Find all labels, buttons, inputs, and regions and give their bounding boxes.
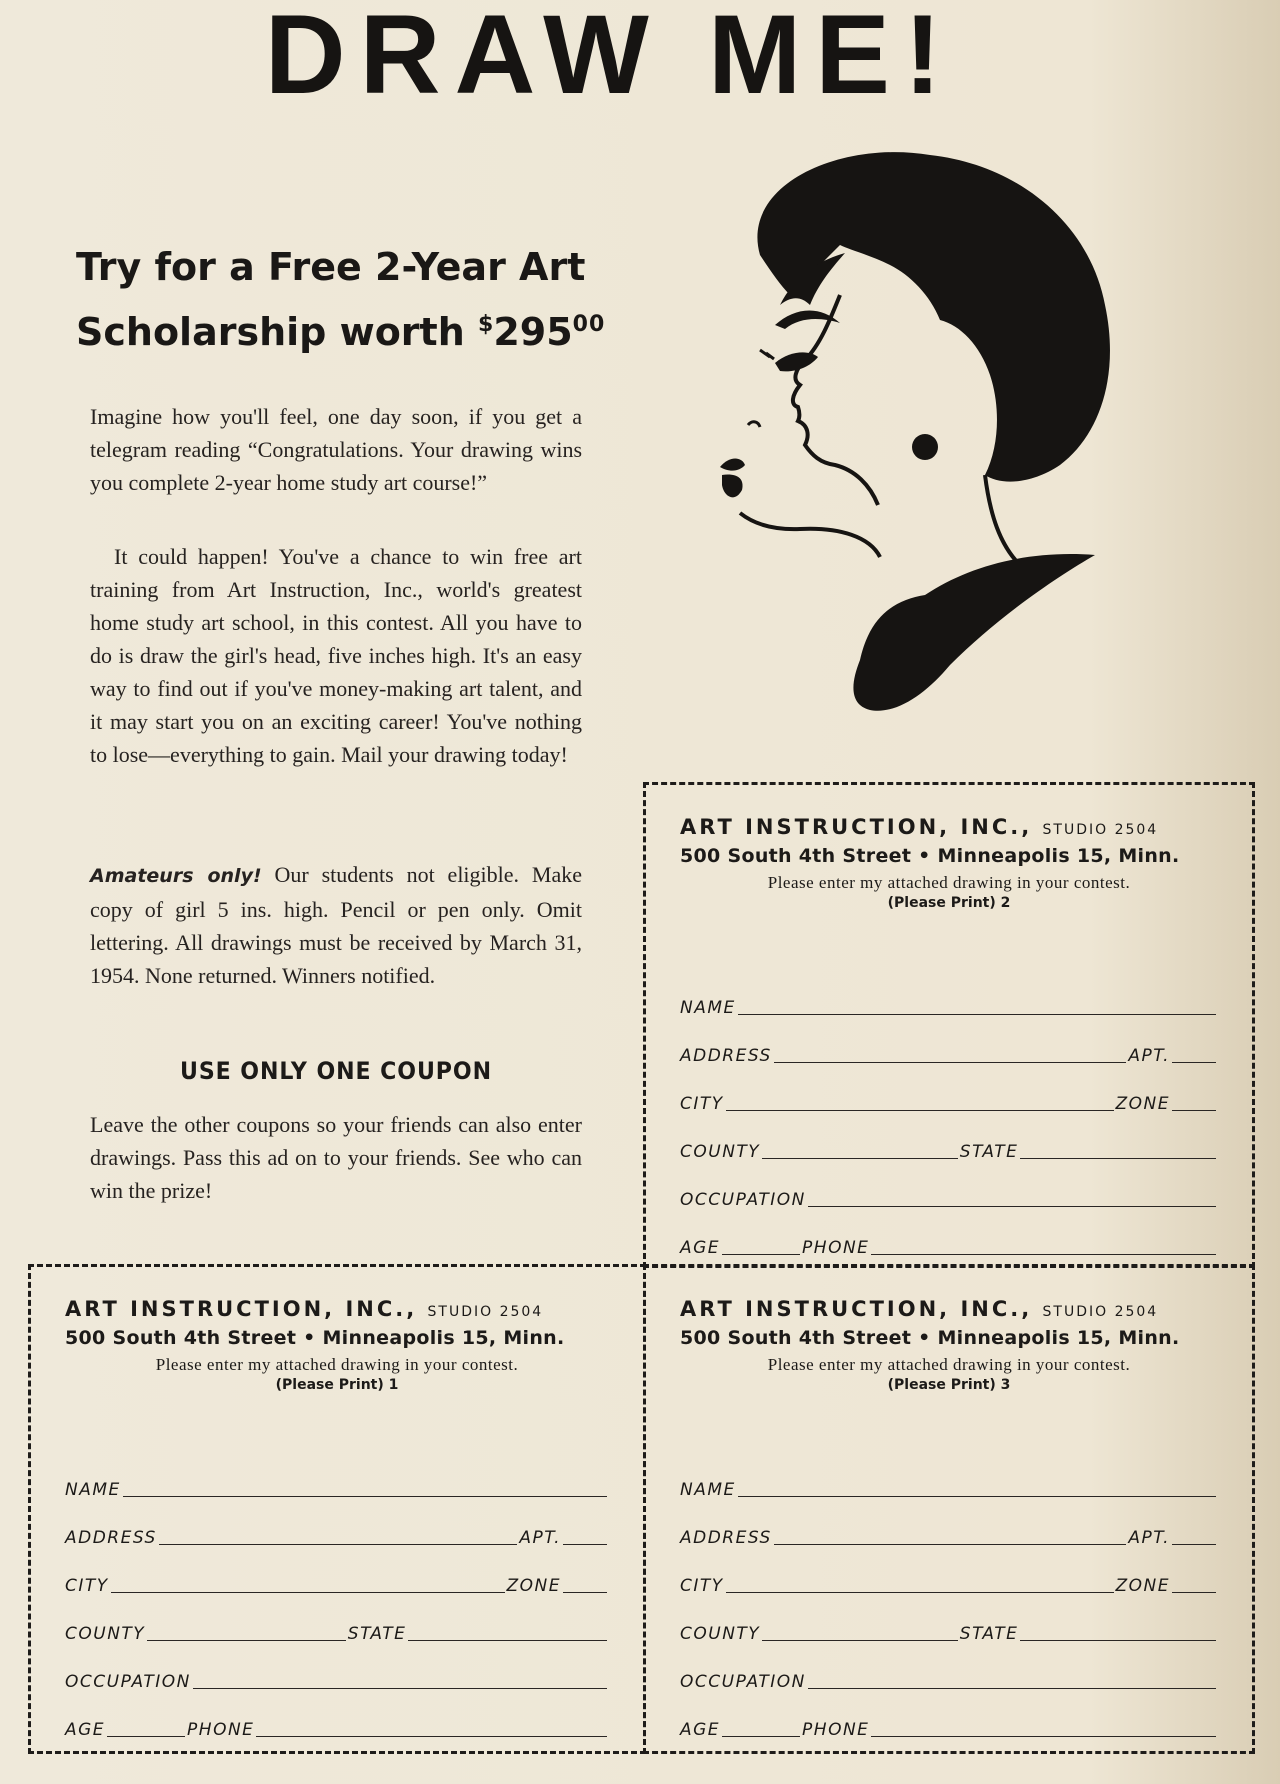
county-label: COUNTY: [680, 1624, 761, 1644]
coupon-form: [680, 1452, 1218, 1740]
rules-paragraph: [90, 858, 582, 992]
state-field[interactable]: [1020, 1158, 1216, 1159]
studio-number: STUDIO 2504: [1042, 822, 1159, 838]
county-field[interactable]: [762, 1158, 958, 1159]
apt-field[interactable]: [1172, 1544, 1216, 1545]
please-print-label: (Please Print) 1: [275, 1377, 399, 1393]
county-field[interactable]: [762, 1640, 958, 1641]
coupon-title: [680, 815, 1218, 839]
address-label: ADDRESS: [680, 1046, 772, 1066]
address-field[interactable]: [774, 1544, 1127, 1545]
city-label: CITY: [680, 1576, 724, 1596]
occupation-label: OCCUPATION: [680, 1190, 806, 1210]
studio-number: STUDIO 2504: [427, 1304, 544, 1320]
scholarship-offer: [76, 238, 636, 361]
zone-field[interactable]: [1172, 1592, 1216, 1593]
address-field[interactable]: [159, 1544, 518, 1545]
coupon-form: [680, 970, 1218, 1258]
apt-label: APT.: [519, 1528, 561, 1548]
coupon-title: [680, 1297, 1218, 1321]
name-label: NAME: [65, 1480, 121, 1500]
offer-amount: 295: [493, 310, 573, 354]
occupation-field[interactable]: [193, 1688, 607, 1689]
age-field[interactable]: [722, 1254, 800, 1255]
zone-label: ZONE: [506, 1576, 561, 1596]
coupon-form: [65, 1452, 609, 1740]
coupon-address: 500 South 4th Street • Minneapolis 15, Minn.: [680, 845, 1180, 867]
address-label: ADDRESS: [65, 1528, 157, 1548]
studio-number: STUDIO 2504: [1042, 1304, 1159, 1320]
intro-paragraph: Imagine how you'll feel, one day soon, if you get a telegram reading “Congratulations. Your drawing wins you complete 2-year home study art course!”: [90, 404, 582, 495]
amateurs-only-lead: Amateurs only!: [90, 865, 262, 887]
occupation-field[interactable]: [808, 1688, 1216, 1689]
state-label: STATE: [959, 1624, 1019, 1644]
offer-line-1: Try for a Free 2-Year Art: [76, 245, 586, 289]
phone-field[interactable]: [871, 1254, 1216, 1255]
coupon-notice-heading: USE ONLY ONE COUPON: [180, 1057, 492, 1085]
coupon-instruction: Please enter my attached drawing in your contest.: [767, 873, 1131, 892]
age-label: AGE: [680, 1238, 721, 1258]
offer-line-2-prefix: Scholarship worth: [76, 310, 478, 354]
occupation-field[interactable]: [808, 1206, 1216, 1207]
phone-label: PHONE: [802, 1238, 870, 1258]
coupon-address: 500 South 4th Street • Minneapolis 15, Minn.: [680, 1327, 1180, 1349]
company-name: ART INSTRUCTION, INC.,: [65, 1297, 418, 1321]
state-label: STATE: [347, 1624, 407, 1644]
age-field[interactable]: [107, 1736, 185, 1737]
county-label: COUNTY: [65, 1624, 146, 1644]
address-field[interactable]: [774, 1062, 1127, 1063]
name-label: NAME: [680, 1480, 736, 1500]
occupation-label: OCCUPATION: [65, 1672, 191, 1692]
coupon-2: [643, 782, 1255, 1268]
state-field[interactable]: [1020, 1640, 1216, 1641]
please-print-label: (Please Print) 3: [887, 1377, 1011, 1393]
city-field[interactable]: [726, 1110, 1114, 1111]
age-field[interactable]: [722, 1736, 800, 1737]
coupon-instruction: Please enter my attached drawing in your contest.: [767, 1355, 1131, 1374]
state-label: STATE: [959, 1142, 1019, 1162]
occupation-label: OCCUPATION: [680, 1672, 806, 1692]
coupon-address: 500 South 4th Street • Minneapolis 15, Minn.: [65, 1327, 565, 1349]
offer-line-2: [76, 296, 636, 361]
contest-paragraph: It could happen! You've a chance to win free art training from Art Instruction, Inc., world's greatest home study art school, in this contest. All you have to do is draw the girl's head, five inches high. It's an easy way to find out if you've money-making art talent, and it may start you on an exciting career! You've nothing to lose—everything to gain. Mail your drawing today!: [90, 544, 582, 767]
city-label: CITY: [65, 1576, 109, 1596]
apt-label: APT.: [1128, 1046, 1170, 1066]
name-field[interactable]: [123, 1496, 607, 1497]
apt-field[interactable]: [1172, 1062, 1216, 1063]
city-field[interactable]: [726, 1592, 1114, 1593]
coupon-1: [28, 1264, 646, 1754]
rules-text: Our students not eligible. Make copy of girl 5 ins. high. Pencil or pen only. Omit lettering. All drawings must be received by March 31, 1954. None returned. Winners notified.: [90, 862, 582, 988]
age-label: AGE: [680, 1720, 721, 1740]
offer-cents: 00: [572, 312, 606, 337]
share-paragraph: Leave the other coupons so your friends can also enter drawings. Pass this ad on to your friends. See who can win the prize!: [90, 1112, 582, 1203]
zone-field[interactable]: [563, 1592, 607, 1593]
city-field[interactable]: [111, 1592, 505, 1593]
apt-field[interactable]: [563, 1544, 607, 1545]
phone-label: PHONE: [802, 1720, 870, 1740]
zone-label: ZONE: [1115, 1576, 1170, 1596]
company-name: ART INSTRUCTION, INC.,: [680, 1297, 1033, 1321]
name-label: NAME: [680, 998, 736, 1018]
zone-field[interactable]: [1172, 1110, 1216, 1111]
coupon-instruction: Please enter my attached drawing in your contest.: [155, 1355, 519, 1374]
phone-label: PHONE: [187, 1720, 255, 1740]
dollar-sign: $: [478, 312, 494, 337]
name-field[interactable]: [738, 1496, 1216, 1497]
coupon-3: [643, 1264, 1255, 1754]
address-label: ADDRESS: [680, 1528, 772, 1548]
county-label: COUNTY: [680, 1142, 761, 1162]
age-label: AGE: [65, 1720, 106, 1740]
phone-field[interactable]: [871, 1736, 1216, 1737]
coupon-title: [65, 1297, 609, 1321]
apt-label: APT.: [1128, 1528, 1170, 1548]
headline: DRAW ME!: [264, 0, 956, 117]
zone-label: ZONE: [1115, 1094, 1170, 1114]
county-field[interactable]: [147, 1640, 346, 1641]
girl-portrait-illustration: [700, 145, 1170, 770]
name-field[interactable]: [738, 1014, 1216, 1015]
city-label: CITY: [680, 1094, 724, 1114]
please-print-label: (Please Print) 2: [887, 895, 1011, 911]
company-name: ART INSTRUCTION, INC.,: [680, 815, 1033, 839]
state-field[interactable]: [408, 1640, 607, 1641]
phone-field[interactable]: [256, 1736, 607, 1737]
